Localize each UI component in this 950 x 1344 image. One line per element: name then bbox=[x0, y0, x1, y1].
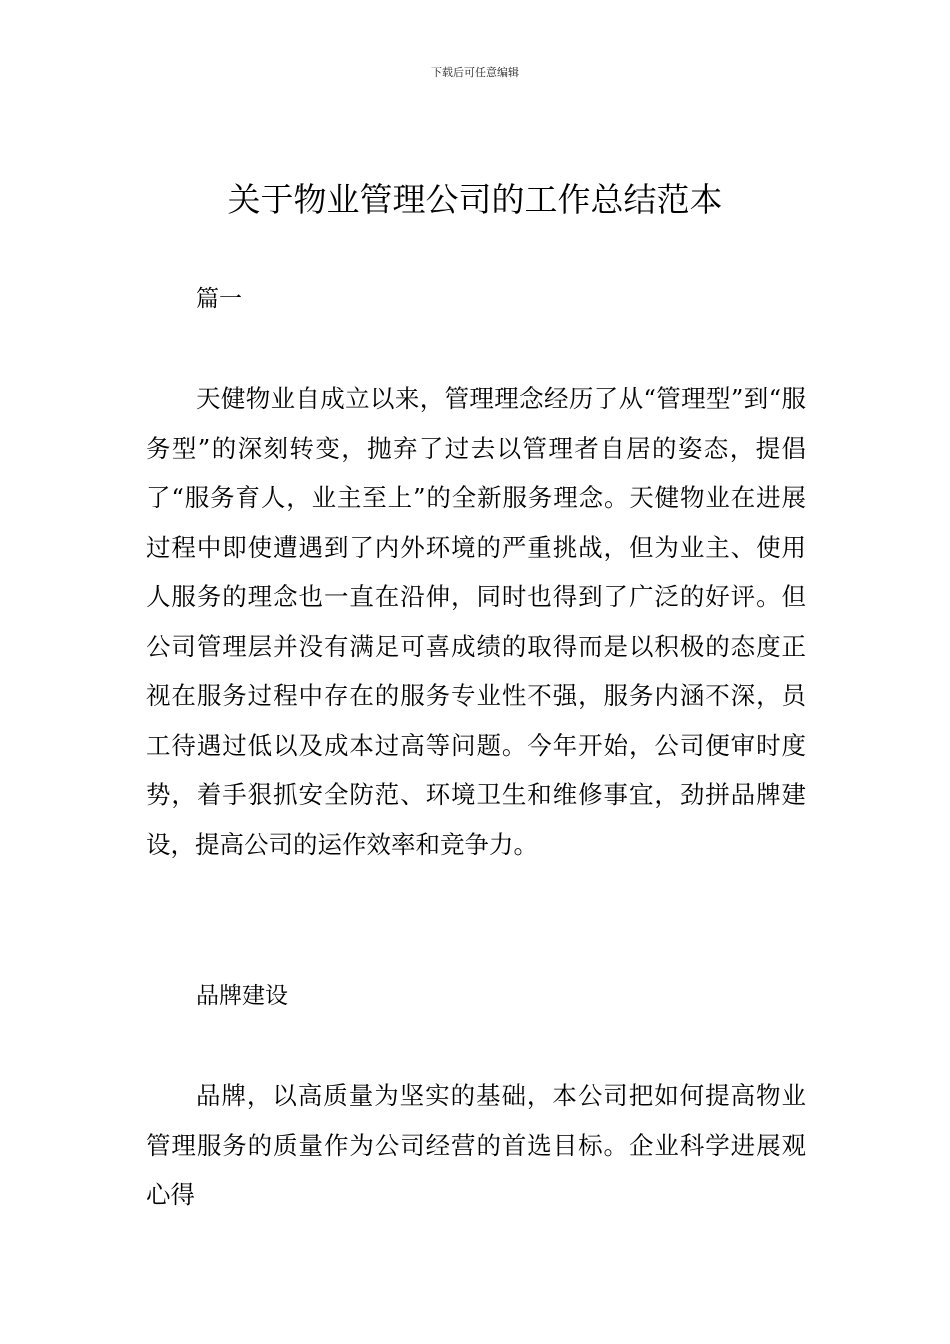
body-paragraph-1: 天健物业自成立以来，管理理念经历了从“管理型”到“服务型”的深刻转变，抛弃了过去以管理者自居的姿态，提倡了“服务育人，业主至上”的全新服务理念。天健物业在进展过程中即使遭遇到了内外环境的严重挑战，但为业主、使用人服务的理念也一直在沿伸，同时也得到了广泛的好评。但公司管理层并没有满足可喜成绩的取得而是以积极的态度正视在服务过程中存在的服务专业性不强，服务内涵不深，员工待遇过低以及成本过高等问题。今年开始，公司便审时度势，着手狠抓安全防范、环境卫生和维修事宜，劲拼品牌建设，提高公司的运作效率和竞争力。 bbox=[146, 384, 806, 859]
section-heading-1: 篇一 bbox=[196, 286, 242, 312]
body-paragraph-2: 品牌，以高质量为坚实的基础，本公司把如何提高物业管理服务的质量作为公司经营的首选目标。企业科学进展观心得 bbox=[146, 1081, 806, 1209]
document-title: 关于物业管理公司的工作总结范本 bbox=[227, 180, 723, 219]
section-heading-2: 品牌建设 bbox=[196, 983, 288, 1009]
header-note: 下载后可任意编辑 bbox=[431, 66, 519, 79]
